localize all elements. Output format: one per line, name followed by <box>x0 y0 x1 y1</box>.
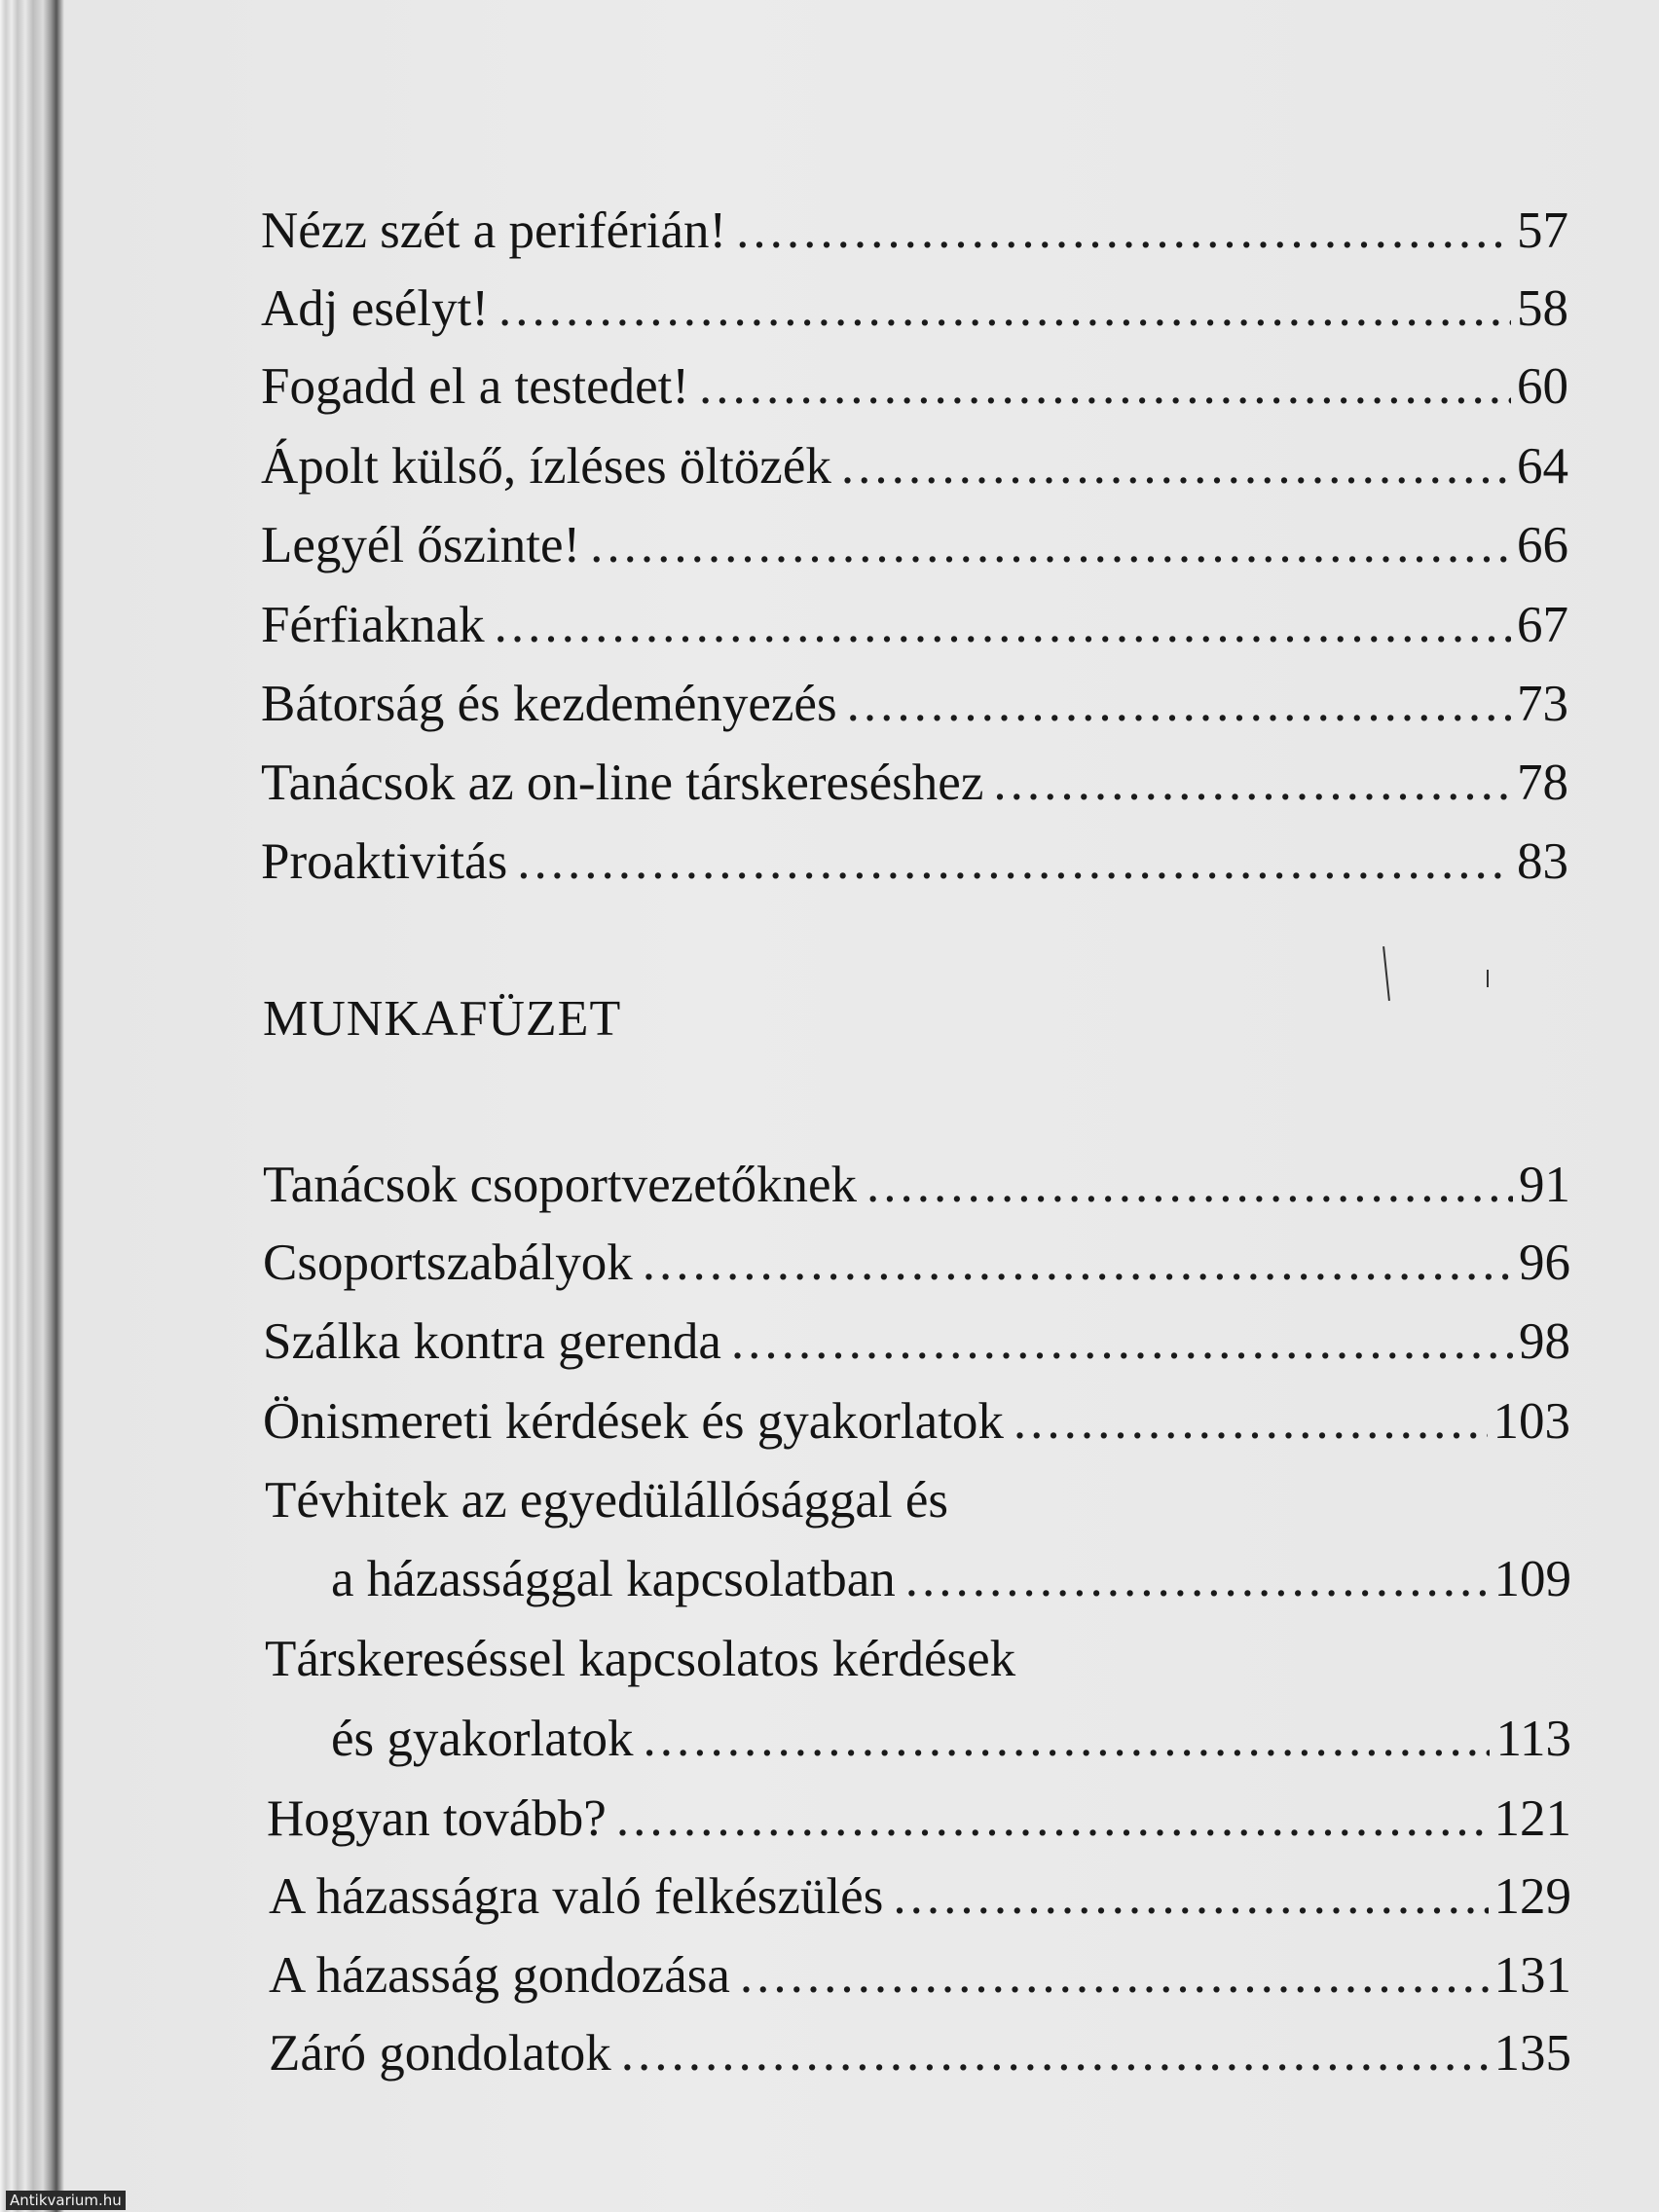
toc-entry-title: Adj esélyt! <box>261 280 490 337</box>
toc-entry <box>261 435 1568 498</box>
toc-entry <box>261 752 1568 814</box>
toc-entry-title: Tanácsok az on-line társkereséshez <box>261 755 984 811</box>
toc-entry-page: 135 <box>1493 2025 1571 2082</box>
toc-entry-title-line1: Tévhitek az egyedülállósággal és <box>265 1472 948 1529</box>
dot-leader <box>1014 1390 1488 1453</box>
toc-entry-title: A házasság gondozása <box>269 1947 730 2004</box>
section-heading: MUNKAFÜZET <box>263 991 622 1047</box>
toc-entry-page: 57 <box>1517 203 1568 259</box>
toc-entry-page: 109 <box>1493 1551 1571 1607</box>
toc-entry-page: 113 <box>1495 1711 1571 1767</box>
toc-entry-page: 131 <box>1493 1947 1571 2004</box>
toc-entry-title: a házassággal kapcsolatban <box>331 1551 896 1607</box>
toc-entry-page: 73 <box>1517 676 1568 732</box>
toc-entry-page: 103 <box>1493 1393 1570 1450</box>
stray-pencil-mark <box>1487 970 1489 987</box>
toc-entry <box>331 1708 1571 1770</box>
toc-entry <box>263 1310 1570 1373</box>
toc-entry-page: 129 <box>1493 1868 1571 1925</box>
toc-entry-title: A házasságra való felkészülés <box>269 1868 884 1925</box>
dot-leader <box>590 514 1511 576</box>
toc-entry <box>261 355 1568 418</box>
dot-leader <box>993 752 1511 814</box>
toc-entry-title: Proaktivitás <box>261 833 508 890</box>
dot-leader <box>841 435 1511 498</box>
toc-entry <box>269 2022 1571 2084</box>
toc-entry-title: Önismereti kérdések és gyakorlatok <box>263 1393 1004 1450</box>
watermark: Antikvarium.hu <box>6 2191 126 2210</box>
dot-leader <box>644 1708 1491 1770</box>
toc-entry-title: Ápolt külső, ízléses öltözék <box>261 438 831 495</box>
dot-leader <box>731 1310 1513 1373</box>
toc-entry <box>263 1390 1570 1453</box>
dot-leader <box>905 1548 1489 1610</box>
toc-entry <box>261 277 1568 340</box>
toc-entry-page: 98 <box>1519 1313 1570 1370</box>
toc-entry-title: Fogadd el a testedet! <box>261 358 690 415</box>
toc-entry-page: 67 <box>1517 597 1568 653</box>
dot-leader <box>495 594 1511 656</box>
toc-entry-title-line1: Társkereséssel kapcsolatos kérdések <box>265 1631 1016 1687</box>
dot-leader <box>498 277 1511 340</box>
toc-entry-page: 121 <box>1493 1790 1571 1847</box>
toc-entry-title: Hogyan tovább? <box>267 1790 607 1847</box>
toc-entry <box>331 1548 1571 1610</box>
toc-entry-title: Legyél őszinte! <box>261 517 581 573</box>
dot-leader <box>866 1154 1513 1216</box>
toc-entry <box>261 673 1568 735</box>
dot-leader <box>736 200 1511 262</box>
toc-entry <box>261 594 1568 656</box>
dot-leader <box>740 1944 1489 2007</box>
toc-entry-page: 83 <box>1517 833 1568 890</box>
toc-entry <box>263 1154 1570 1216</box>
toc-entry-page: 91 <box>1519 1157 1570 1213</box>
toc-entry-page: 78 <box>1517 755 1568 811</box>
dot-leader <box>616 1788 1489 1850</box>
dot-leader <box>893 1865 1488 1928</box>
toc-entry-title: Férfiaknak <box>261 597 485 653</box>
toc-entry-page: 66 <box>1517 517 1568 573</box>
dot-leader <box>643 1232 1513 1294</box>
toc-entry <box>267 1788 1571 1850</box>
dot-leader <box>621 2022 1489 2084</box>
toc-entry <box>269 1865 1571 1928</box>
toc-entry <box>261 200 1568 262</box>
toc-entry-title: Csoportszabályok <box>263 1235 633 1291</box>
toc-entry-title: Szálka kontra gerenda <box>263 1313 721 1370</box>
toc-entry <box>263 1232 1570 1294</box>
toc-entry <box>261 830 1568 893</box>
toc-entry-page: 58 <box>1517 280 1568 337</box>
toc-entry-title: Záró gondolatok <box>269 2025 611 2082</box>
dot-leader <box>517 830 1511 893</box>
dot-leader <box>699 355 1511 418</box>
toc-entry <box>261 514 1568 576</box>
toc-entry-title: Nézz szét a periférián! <box>261 203 727 259</box>
dot-leader <box>847 673 1511 735</box>
toc-entry <box>269 1944 1571 2007</box>
toc-entry-page: 64 <box>1517 438 1568 495</box>
toc-entry-title: és gyakorlatok <box>331 1711 634 1767</box>
toc-entry-page: 96 <box>1519 1235 1570 1291</box>
toc-entry-title: Tanácsok csoportvezetőknek <box>263 1157 857 1213</box>
toc-entry-page: 60 <box>1517 358 1568 415</box>
toc-entry-title: Bátorság és kezdeményezés <box>261 676 837 732</box>
